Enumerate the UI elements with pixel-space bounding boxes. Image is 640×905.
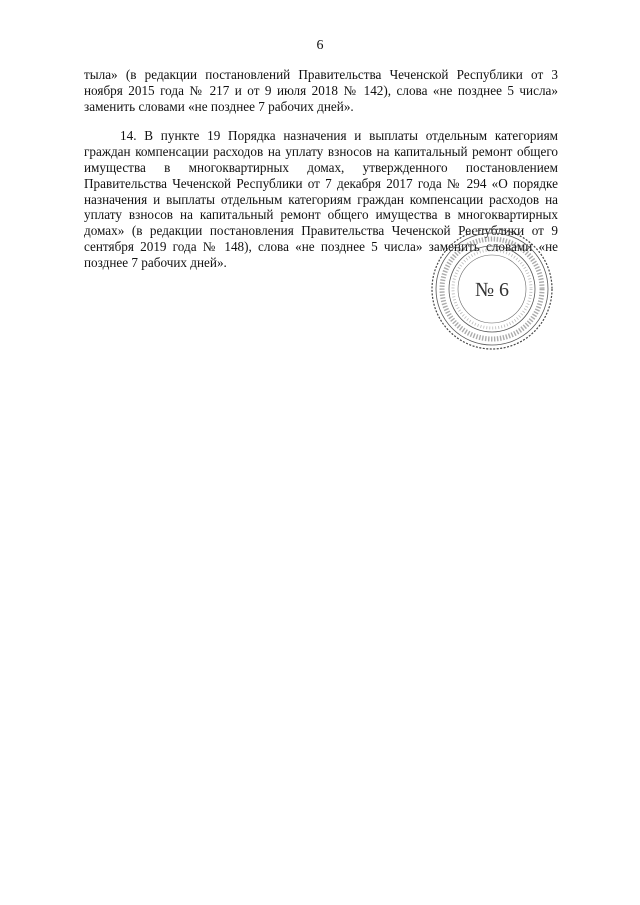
seal-number: № 6 xyxy=(474,279,510,301)
paragraph-item-14: 14. В пункте 19 Порядка назначения и выплаты отдельным категориям граждан компенсации расходов на уплату взносов на капитальный ремонт общего имущества в многоквартирных домах, утвержденного постановлением Правительства Чеченской Республики от 7 декабря 2017 года № 294 «О порядке назначения и выплаты отдельным категориям граждан компенсации расходов на уплату взносов на капитальный ремонт общего имущества в многоквартирных домах» (в редакции постановления Правительства Чеченской Республики от 9 сентября 2019 года № 148), слова «не позднее 5 числа» заменить словами «не позднее 7 рабочих дней». xyxy=(84,128,558,270)
official-seal-stamp xyxy=(428,226,556,352)
paragraph-continuation: тыла» (в редакции постановлений Правительства Чеченской Республики от 3 ноября 2015 года № 217 и от 9 июля 2018 № 142), слова «не позднее 5 числа» заменить словами «не позднее 7 рабочих дней». xyxy=(84,67,558,114)
seal-graphic xyxy=(428,226,556,352)
page-number: 6 xyxy=(316,38,324,53)
